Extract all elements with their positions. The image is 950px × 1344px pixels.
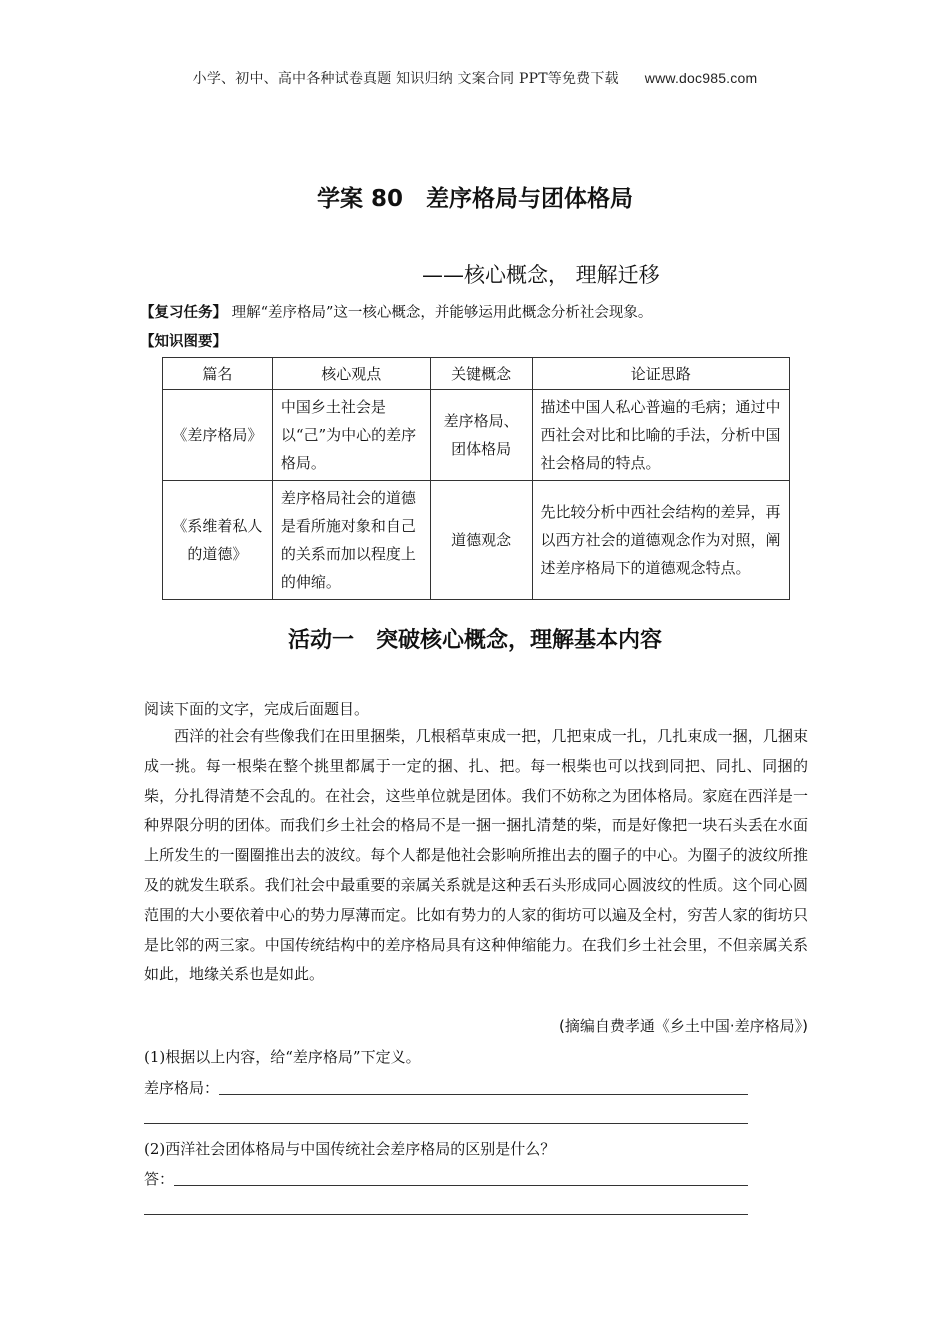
answer-row-1[interactable] — [144, 1077, 748, 1098]
reading-passage: 西洋的社会有些像我们在田里捆柴，几根稻草束成一把，几把束成一扎，几扎束成一捆，几捆束成一挑。每一根柴在整个挑里都属于一定的捆、扎、把。每一根柴也可以找到同把、同扎、同捆的柴，分扎得清楚不会乱的。在社会，这些单位就是团体。我们不妨称之为团体格局。家庭在西洋是一种界限分明的团体。而我们乡土社会的格局不是一捆一捆扎清楚的柴，而是好像把一块石头丢在水面上所发生的一圈圈推出去的波纹。每个人都是他社会影响所推出去的圈子的中心。为圈子的波纹所推及的就发生联系。我们社会中最重要的亲属关系就是这种丢石头形成同心圆波纹的性质。这个同心圆范围的大小要依着中心的势力厚薄而定。比如有势力的人家的街坊可以遍及全村，穷苦人家的街坊只是比邻的两三家。中国传统结构中的差序格局具有这种伸缩能力。在我们乡土社会里，不但亲属关系如此，地缘关系也是如此。 — [144, 727, 808, 984]
answer-line[interactable] — [174, 1184, 748, 1186]
reading-instruction: 阅读下面的文字，完成后面题目。 — [144, 700, 370, 718]
table-cell-reasoning: 先比较分析中西社会结构的差异，再以西方社会的道德观念作为对照，阐述差序格局下的道德观念特点。 — [532, 481, 790, 600]
page-header — [0, 68, 950, 88]
table-header-cell: 核心观点 — [272, 358, 430, 390]
table-cell-concept: 道德观念 — [430, 481, 532, 600]
table-cell-viewpoint: 中国乡土社会是以“己”为中心的差序格局。 — [272, 390, 430, 481]
answer-prefix: 答： — [144, 1170, 175, 1188]
question-number: (1) — [144, 1048, 166, 1066]
table-cell-reasoning: 描述中国人私心普遍的毛病；通过中西社会对比和比喻的手法，分析中国社会格局的特点。 — [532, 390, 790, 481]
answer-line[interactable] — [219, 1093, 748, 1095]
table-cell-title: 《系维着私人的道德》 — [163, 481, 273, 600]
table-cell-title: 《差序格局》 — [163, 390, 273, 481]
page-subtitle: ——核心概念， 理解迁移 — [422, 263, 660, 287]
table-cell-viewpoint: 差序格局社会的道德是看所施对象和自己的关系而加以程度上的伸缩。 — [272, 481, 430, 600]
header-site: www.doc985.com — [644, 70, 758, 86]
table-header-cell: 关键概念 — [430, 358, 532, 390]
table-header-cell: 篇名 — [163, 358, 273, 390]
review-task-tag: 【复习任务】 — [140, 305, 227, 321]
answer-row-2[interactable] — [144, 1168, 748, 1189]
review-task-text: 理解“差序格局”这一核心概念，并能够运用此概念分析社会现象。 — [231, 305, 653, 321]
header-text: 小学、初中、高中各种试卷真题 知识归纳 文案合同 PPT等免费下载 — [192, 71, 619, 87]
table-row — [163, 390, 790, 481]
table-cell-concept: 差序格局、团体格局 — [430, 390, 532, 481]
review-task — [140, 301, 652, 322]
passage-source: (摘编自费孝通《乡土中国·差序格局》) — [559, 1017, 808, 1035]
knowledge-map-table — [162, 357, 790, 600]
answer-line[interactable] — [144, 1123, 748, 1124]
question-1 — [144, 1046, 421, 1067]
page-title: 学案 80 差序格局与团体格局 — [316, 186, 633, 212]
question-2 — [144, 1138, 555, 1159]
table-header-row — [163, 358, 790, 390]
question-text: 根据以上内容，给“差序格局”下定义。 — [165, 1048, 421, 1066]
answer-line[interactable] — [144, 1214, 748, 1215]
question-number: (2) — [144, 1140, 166, 1158]
answer-prefix: 差序格局： — [144, 1079, 220, 1097]
table-row — [163, 481, 790, 600]
activity-title: 活动一 突破核心概念，理解基本内容 — [287, 628, 662, 653]
table-header-cell: 论证思路 — [532, 358, 790, 390]
question-text: 西洋社会团体格局与中国传统社会差序格局的区别是什么？ — [165, 1140, 556, 1158]
knowledge-map-label: 【知识图要】 — [140, 334, 227, 350]
